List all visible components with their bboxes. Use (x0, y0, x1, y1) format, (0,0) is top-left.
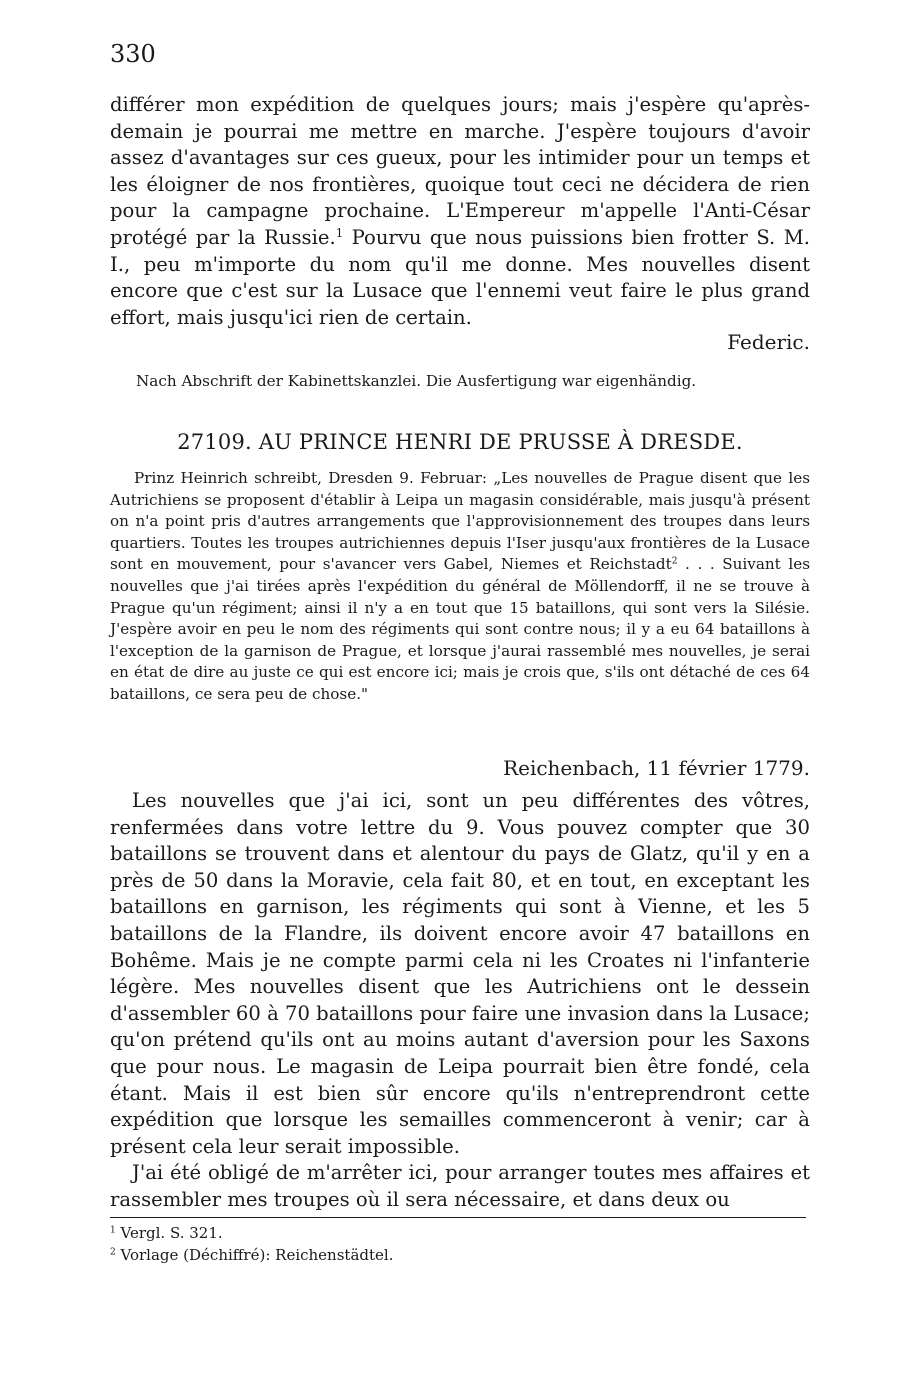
page-number: 330 (110, 40, 156, 68)
body-paragraph: J'ai été obligé de m'arrêter ici, pour arranger toutes mes affaires et rassembler mes troupes où il sera nécessaire, et dans deux ou (110, 1161, 810, 1211)
letter-heading: 27109. AU PRINCE HENRI DE PRUSSE À DRESDE. (177, 430, 743, 454)
source-note: Nach Abschrift der Kabinettskanzlei. Die Ausfertigung war eigenhändig. (136, 372, 697, 390)
footnote: $^2$ Vorlage (Déchiffré): Reichenstädtel. (110, 1246, 394, 1264)
dateline: Reichenbach, 11 février 1779. (503, 756, 810, 780)
letter-body (110, 788, 810, 1214)
preface-paragraph: Prinz Heinrich schreibt, Dresden 9. Februar: „Les nouvelles de Prague disent que les Autrichiens se proposent d'établir à Leipa un magasin considérable, mais jusqu'à présent on n'a point pris d'autres arrangements que l'approvisionnement des troupes dans leurs quartiers. Toutes les troupes autrichiennes depuis l'Iser jusqu'aux frontières de la Lusace sont en mouvement, pour s'avancer vers Gabel, Niemes et Reichstadt$^2$ . . . Suivant les nouvelles que j'ai tirées après l'expédition du général de Möllendorff, il ne se trouve à Prague qu'un régiment; ainsi il n'y a en tout que 15 bataillons, qui sont vers la Silésie. J'espère avoir en peu le nom des régiments qui sont contre nous; il y a eu 64 bataillons à l'exception de la garnison de Prague, et lorsque j'aurai rassemblé mes nouvelles, je serai en état de dire au juste ce qui est encore ici; mais je crois que, s'ils ont détaché de ces 64 bataillons, ce sera peu de chose." (110, 469, 810, 703)
letter-end (110, 92, 810, 331)
letter-end-paragraph: différer mon expédition de quelques jours; mais j'espère qu'après-demain je pourrai me mettre en marche. J'espère toujours d'avoir assez d'avantages sur ces gueux, pour les intimider pour un temps et les éloigner de nos frontières, quoique tout ceci ne décidera de rien pour la campagne prochaine. L'Empereur m'appelle l'Anti-César protégé par la Russie.$^1$ Pourvu que nous puissions bien frotter S. M. I., peu m'importe du nom qu'il me donne. Mes nouvelles disent encore que c'est sur la Lusace que l'ennemi veut faire le plus grand effort, mais jusqu'ici rien de certain. (110, 93, 810, 329)
footnote-ref: 2 (671, 556, 678, 567)
footnote-ref: 1 (335, 225, 344, 240)
preface (110, 468, 810, 706)
signature: Federic. (727, 330, 810, 354)
body-paragraph: Les nouvelles que j'ai ici, sont un peu différentes des vôtres, renfermées dans votre lettre du 9. Vous pouvez compter que 30 bataillons se trouvent dans et alentour du pays de Glatz, qu'il y en a près de 50 dans la Moravie, cela fait 80, et en tout, en exceptant les bataillons en garnison, les régiments qui sont à Vienne, et les 5 bataillons de la Flandre, ils doivent encore avoir 47 bataillons en Bohême. Mais je ne compte parmi cela ni les Croates ni l'infanterie légère. Mes nouvelles disent que les Autrichiens ont le dessein d'assembler 60 à 70 bataillons pour faire une invasion dans la Lusace; qu'on prétend qu'ils ont au moins autant d'aversion pour les Saxons que pour nous. Le magasin de Leipa pourrait bien être fondé, cela étant. Mais il est bien sûr encore qu'ils n'entreprendront cette expédition que lorsque les semailles commenceront à venir; car à présent cela leur serait impossible. (110, 789, 810, 1158)
footnote: $^1$ Vergl. S. 321. (110, 1224, 223, 1242)
footnote-rule (110, 1217, 806, 1218)
